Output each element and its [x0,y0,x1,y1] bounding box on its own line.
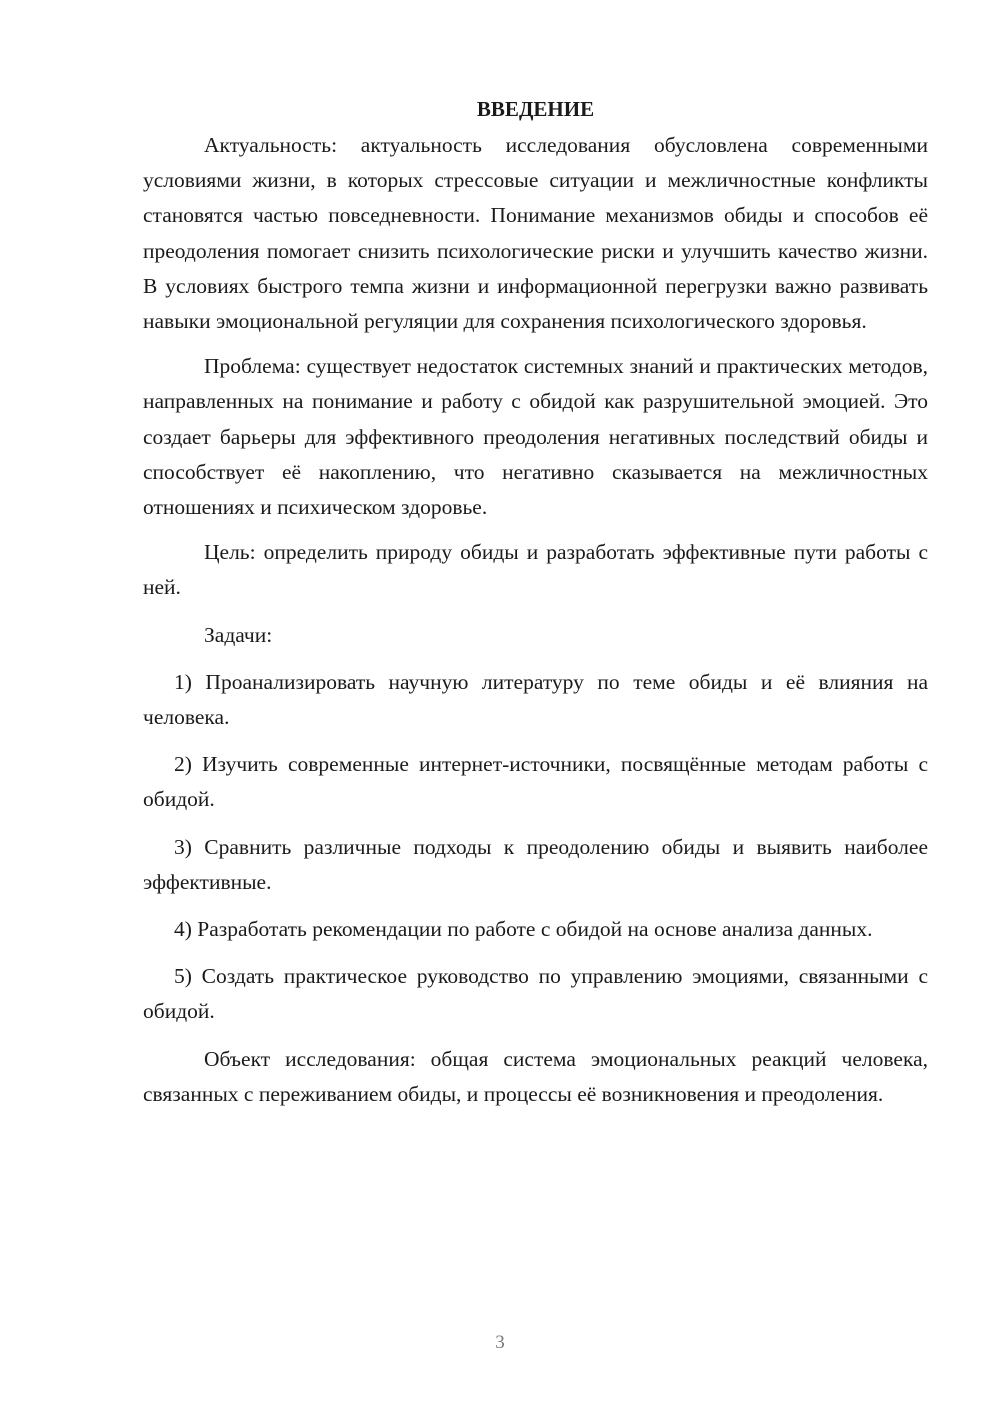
problem-paragraph: Проблема: существует недостаток системных знаний и практических методов, направленных на понимание и работу с обидой как разрушительной эмоцией. Это создает барьеры для эффективного преодоления негативных последствий обиды и способствует её накоплению, что негативно сказывается на межличностных отношениях и психическом здоровье. [143,354,928,520]
list-item: 1) Проанализировать научную литературу по теме обиды и её влияния на человека. [143,669,928,730]
page-title: ВВЕДЕНИЕ [476,97,595,121]
tasks-list [143,665,928,1030]
list-item: 2) Изучить современные интернет-источники, посвящённые методам работы с обидой. [143,752,928,812]
list-item: 5) Создать практическое руководство по управлению эмоциями, связанными с обидой. [143,964,928,1024]
list-item: 3) Сравнить различные подходы к преодолению обиды и выявить наиболее эффективные. [143,834,928,894]
relevance-paragraph: Актуальность: актуальность исследования обусловлена современными условиями жизни, в которых стрессовые ситуации и межличностные конфликты становятся частью повседневности. Понимание механизмов обиды и способов её преодоления помогает снизить психологические риски и улучшить качество жизни. В условиях быстрого темпа жизни и информационной перегрузки важно развивать навыки эмоциональной регуляции для сохранения психологического здоровья. [143,133,928,334]
tasks-label: Задачи: [204,622,273,647]
document-page [143,92,928,1112]
list-item: 4) Разработать рекомендации по работе с обидой на основе анализа данных. [174,917,873,942]
object-paragraph: Объект исследования: общая система эмоциональных реакций человека, связанных с переживанием обиды, и процессы её возникновения и преодоления. [143,1046,928,1106]
goal-paragraph: Цель: определить природу обиды и разработать эффективные пути работы с ней. [143,540,928,600]
page-number: 3 [495,1332,505,1353]
